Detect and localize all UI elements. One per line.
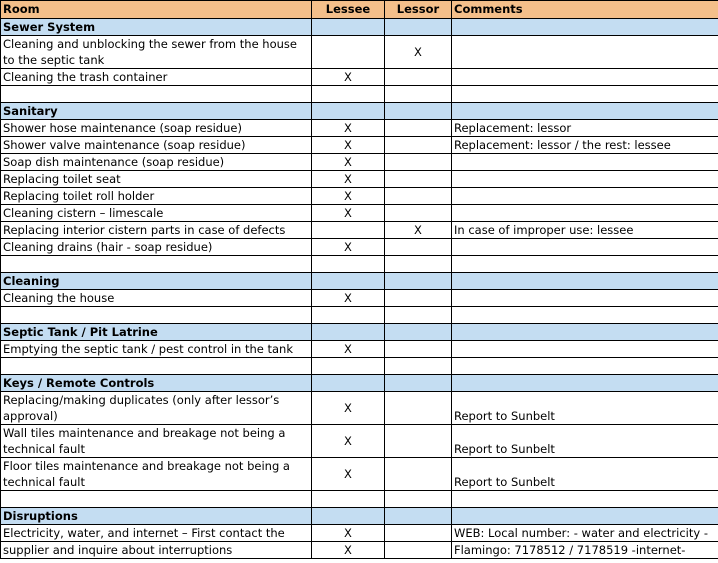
comment-cell xyxy=(452,36,718,69)
room-cell: Emptying the septic tank / pest control in the tank xyxy=(1,341,312,358)
blank-row xyxy=(1,86,718,103)
empty-cell xyxy=(312,273,385,290)
table-row xyxy=(1,458,718,491)
section-title: Disruptions xyxy=(1,508,312,525)
empty-cell xyxy=(1,358,312,375)
empty-cell xyxy=(385,491,452,508)
empty-cell xyxy=(312,375,385,392)
room-cell: Floor tiles maintenance and breakage not being a technical fault xyxy=(1,458,312,491)
section-title: Septic Tank / Pit Latrine xyxy=(1,324,312,341)
table-row xyxy=(1,188,718,205)
empty-cell xyxy=(312,256,385,273)
empty-cell xyxy=(312,19,385,36)
comment-cell xyxy=(452,205,718,222)
table-row xyxy=(1,239,718,256)
table-row xyxy=(1,205,718,222)
room-cell: Cleaning cistern – limescale xyxy=(1,205,312,222)
room-cell: Replacing/making duplicates (only after lessor’s approval) xyxy=(1,392,312,425)
empty-cell xyxy=(385,86,452,103)
comment-cell: Report to Sunbelt xyxy=(452,458,718,491)
lessee-cell: X xyxy=(312,120,385,137)
comment-cell: WEB: Local number: - water and electricity - xyxy=(452,525,718,542)
blank-row xyxy=(1,491,718,508)
comment-cell: Replacement: lessor xyxy=(452,120,718,137)
lessor-cell xyxy=(385,458,452,491)
lessee-cell xyxy=(312,36,385,69)
empty-cell xyxy=(385,273,452,290)
empty-cell xyxy=(312,358,385,375)
empty-cell xyxy=(312,86,385,103)
table-row xyxy=(1,425,718,458)
table-row xyxy=(1,392,718,425)
lessor-cell xyxy=(385,525,452,542)
header-comments: Comments xyxy=(452,1,718,19)
empty-cell xyxy=(385,307,452,324)
empty-cell xyxy=(452,307,718,324)
section-row xyxy=(1,273,718,290)
header-room: Room xyxy=(1,1,312,19)
lessee-cell: X xyxy=(312,171,385,188)
room-cell: Soap dish maintenance (soap residue) xyxy=(1,154,312,171)
comment-cell xyxy=(452,69,718,86)
empty-cell xyxy=(385,19,452,36)
section-row xyxy=(1,375,718,392)
comment-cell: Flamingo: 7178512 / 7178519 -internet- xyxy=(452,542,718,559)
lessee-cell: X xyxy=(312,188,385,205)
empty-cell xyxy=(452,358,718,375)
section-title: Keys / Remote Controls xyxy=(1,375,312,392)
table-row xyxy=(1,222,718,239)
lessor-cell xyxy=(385,239,452,256)
lessor-cell xyxy=(385,341,452,358)
lessee-cell: X xyxy=(312,341,385,358)
empty-cell xyxy=(452,491,718,508)
lessee-cell: X xyxy=(312,458,385,491)
table-row xyxy=(1,120,718,137)
lessee-cell: X xyxy=(312,525,385,542)
empty-cell xyxy=(385,375,452,392)
empty-cell xyxy=(385,358,452,375)
section-row xyxy=(1,324,718,341)
empty-cell xyxy=(452,256,718,273)
empty-cell xyxy=(1,256,312,273)
empty-cell xyxy=(312,103,385,120)
comment-cell xyxy=(452,239,718,256)
lessor-cell xyxy=(385,542,452,559)
empty-cell xyxy=(1,491,312,508)
table-row xyxy=(1,36,718,69)
empty-cell xyxy=(1,307,312,324)
room-cell: Cleaning the trash container xyxy=(1,69,312,86)
header-lessor: Lessor xyxy=(385,1,452,19)
lessee-cell: X xyxy=(312,239,385,256)
comment-cell xyxy=(452,188,718,205)
empty-cell xyxy=(452,508,718,525)
empty-cell xyxy=(452,103,718,120)
lessor-cell xyxy=(385,188,452,205)
comment-cell xyxy=(452,290,718,307)
empty-cell xyxy=(385,256,452,273)
empty-cell xyxy=(312,307,385,324)
room-cell: Replacing toilet seat xyxy=(1,171,312,188)
lessor-cell xyxy=(385,290,452,307)
lessee-cell: X xyxy=(312,154,385,171)
lessee-cell: X xyxy=(312,425,385,458)
room-cell: Wall tiles maintenance and breakage not being a technical fault xyxy=(1,425,312,458)
comment-cell xyxy=(452,341,718,358)
lessor-cell xyxy=(385,137,452,154)
lessee-cell: X xyxy=(312,69,385,86)
blank-row xyxy=(1,358,718,375)
section-title: Sanitary xyxy=(1,103,312,120)
room-cell: Replacing interior cistern parts in case of defects xyxy=(1,222,312,239)
comment-cell: In case of improper use: lessee xyxy=(452,222,718,239)
lessee-cell: X xyxy=(312,205,385,222)
lessor-cell xyxy=(385,69,452,86)
lessor-cell: X xyxy=(385,222,452,239)
table-row xyxy=(1,341,718,358)
blank-row xyxy=(1,256,718,273)
room-cell: Cleaning drains (hair - soap residue) xyxy=(1,239,312,256)
comment-cell xyxy=(452,154,718,171)
table-body xyxy=(1,19,718,559)
empty-cell xyxy=(452,86,718,103)
section-row xyxy=(1,103,718,120)
table-row xyxy=(1,542,718,559)
empty-cell xyxy=(1,86,312,103)
lessor-cell xyxy=(385,154,452,171)
lessee-cell: X xyxy=(312,542,385,559)
header-lessee: Lessee xyxy=(312,1,385,19)
table-row xyxy=(1,171,718,188)
room-cell: Shower valve maintenance (soap residue) xyxy=(1,137,312,154)
empty-cell xyxy=(312,491,385,508)
section-title: Sewer System xyxy=(1,19,312,36)
header-row xyxy=(1,1,718,19)
room-cell: Electricity, water, and internet – First contact the xyxy=(1,525,312,542)
section-row xyxy=(1,19,718,36)
empty-cell xyxy=(452,273,718,290)
lessor-cell xyxy=(385,425,452,458)
empty-cell xyxy=(452,324,718,341)
room-cell: supplier and inquire about interruptions xyxy=(1,542,312,559)
empty-cell xyxy=(312,508,385,525)
lessor-cell xyxy=(385,392,452,425)
comment-cell: Replacement: lessor / the rest: lessee xyxy=(452,137,718,154)
comment-cell: Report to Sunbelt xyxy=(452,392,718,425)
lessee-cell: X xyxy=(312,290,385,307)
lessor-cell xyxy=(385,120,452,137)
table-row xyxy=(1,525,718,542)
empty-cell xyxy=(385,324,452,341)
lessee-cell xyxy=(312,222,385,239)
table-row xyxy=(1,290,718,307)
room-cell: Cleaning the house xyxy=(1,290,312,307)
lessor-cell: X xyxy=(385,36,452,69)
empty-cell xyxy=(312,324,385,341)
section-title: Cleaning xyxy=(1,273,312,290)
lessor-cell xyxy=(385,205,452,222)
table-row xyxy=(1,154,718,171)
table-row xyxy=(1,137,718,154)
comment-cell: Report to Sunbelt xyxy=(452,425,718,458)
room-cell: Shower hose maintenance (soap residue) xyxy=(1,120,312,137)
comment-cell xyxy=(452,171,718,188)
lessee-cell: X xyxy=(312,137,385,154)
empty-cell xyxy=(452,375,718,392)
empty-cell xyxy=(452,19,718,36)
lessor-cell xyxy=(385,171,452,188)
empty-cell xyxy=(385,508,452,525)
table-row xyxy=(1,69,718,86)
lessee-cell: X xyxy=(312,392,385,425)
room-cell: Replacing toilet roll holder xyxy=(1,188,312,205)
empty-cell xyxy=(385,103,452,120)
blank-row xyxy=(1,307,718,324)
section-row xyxy=(1,508,718,525)
room-cell: Cleaning and unblocking the sewer from the house to the septic tank xyxy=(1,36,312,69)
